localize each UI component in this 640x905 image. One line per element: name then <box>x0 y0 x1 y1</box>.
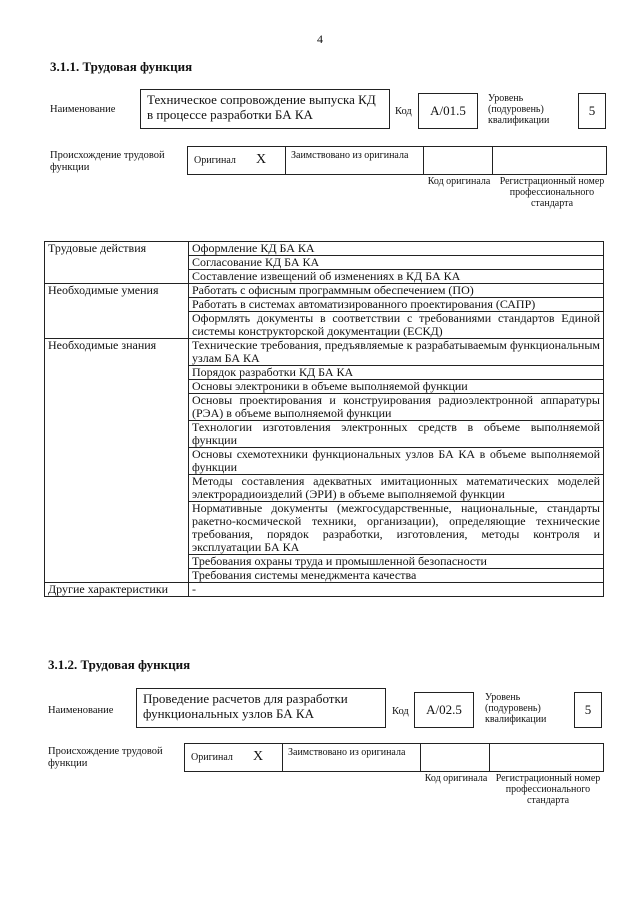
table-row <box>45 339 604 366</box>
item-cell: Нормативные документы (межгосударственные, национальные, стандарты ракетно-космической техники, организации), определяющие технические требования, порядок разработки, изготовления, методы контроля и эксплуатации БА КА <box>189 502 604 555</box>
category-cell: Необходимые знания <box>45 339 189 583</box>
item-cell: Работать с офисным программным обеспечением (ПО) <box>189 284 604 298</box>
function-name-box: Проведение расчетов для разработки функциональных узлов БА КА <box>136 688 386 728</box>
function-name-box: Техническое сопровождение выпуска КД в процессе разработки БА КА <box>140 89 390 129</box>
item-cell: Методы составления адекватных имитационных математических моделей электрорадиоизделий (ЭРИ) в объеме выполняемой функции <box>189 475 604 502</box>
item-cell: Требования охраны труда и промышленной безопасности <box>189 555 604 569</box>
function-details-table <box>44 241 604 597</box>
item-cell: Технические требования, предъявляемые к разрабатываемым функциональным узлам БА КА <box>189 339 604 366</box>
origin-label: Происхождение трудовой функции <box>50 150 165 173</box>
code-value-box: A/02.5 <box>414 692 474 728</box>
divider <box>489 744 490 771</box>
code-original-label: Код оригинала <box>427 176 491 187</box>
origin-box <box>184 743 604 772</box>
table-row <box>45 583 604 597</box>
code-value-box: A/01.5 <box>418 93 478 129</box>
category-cell: Необходимые умения <box>45 284 189 339</box>
item-cell: Оформлять документы в соответствии с требованиями стандартов Единой системы конструкторской документации (ЕСКД) <box>189 312 604 339</box>
item-cell: Составление извещений об изменениях в КД БА КА <box>189 270 604 284</box>
item-cell: Оформление КД БА КА <box>189 242 604 256</box>
item-cell: - <box>189 583 604 597</box>
category-cell: Трудовые действия <box>45 242 189 284</box>
origin-label: Происхождение трудовой функции <box>48 746 163 769</box>
divider <box>285 147 286 174</box>
section-title: 3.1.1. Трудовая функция <box>50 59 193 74</box>
item-cell: Согласование КД БА КА <box>189 256 604 270</box>
divider <box>282 744 283 771</box>
name-label: Наименование <box>50 104 116 115</box>
reg-number-label: Регистрационный номер профессионального стандарта <box>495 773 601 806</box>
origin-box <box>187 146 607 175</box>
borrowed-label: Заимствовано из оригинала <box>291 150 409 161</box>
code-label: Код <box>392 706 409 717</box>
borrowed-label: Заимствовано из оригинала <box>288 747 406 758</box>
item-cell: Работать в системах автоматизированного проектирования (САПР) <box>189 298 604 312</box>
divider <box>420 744 421 771</box>
item-cell: Технологии изготовления электронных средств в объеме выполняемой функции <box>189 421 604 448</box>
name-label: Наименование <box>48 705 114 716</box>
original-mark: X <box>256 152 267 167</box>
original-mark: X <box>253 749 264 764</box>
level-label: Уровень (подуровень) квалификации <box>485 692 547 725</box>
level-value-box: 5 <box>578 93 606 129</box>
category-cell: Другие характеристики <box>45 583 189 597</box>
original-label: Оригинал <box>194 155 236 166</box>
page-number: 4 <box>317 32 323 46</box>
divider <box>423 147 424 174</box>
item-cell: Основы электроники в объеме выполняемой функции <box>189 380 604 394</box>
item-cell: Требования системы менеджмента качества <box>189 569 604 583</box>
section-title: 3.1.2. Трудовая функция <box>48 657 191 672</box>
code-original-label: Код оригинала <box>424 773 488 784</box>
table-row <box>45 284 604 298</box>
item-cell: Основы проектирования и конструирования радиоэлектронной аппаратуры (РЭА) в объеме выполняемой функции <box>189 394 604 421</box>
level-value-box: 5 <box>574 692 602 728</box>
level-label: Уровень (подуровень) квалификации <box>488 93 550 126</box>
item-cell: Порядок разработки КД БА КА <box>189 366 604 380</box>
reg-number-label: Регистрационный номер профессионального стандарта <box>499 176 605 209</box>
table-row <box>45 242 604 256</box>
item-cell: Основы схемотехники функциональных узлов БА КА в объеме выполняемой функции <box>189 448 604 475</box>
code-label: Код <box>395 106 412 117</box>
divider <box>492 147 493 174</box>
original-label: Оригинал <box>191 752 233 763</box>
